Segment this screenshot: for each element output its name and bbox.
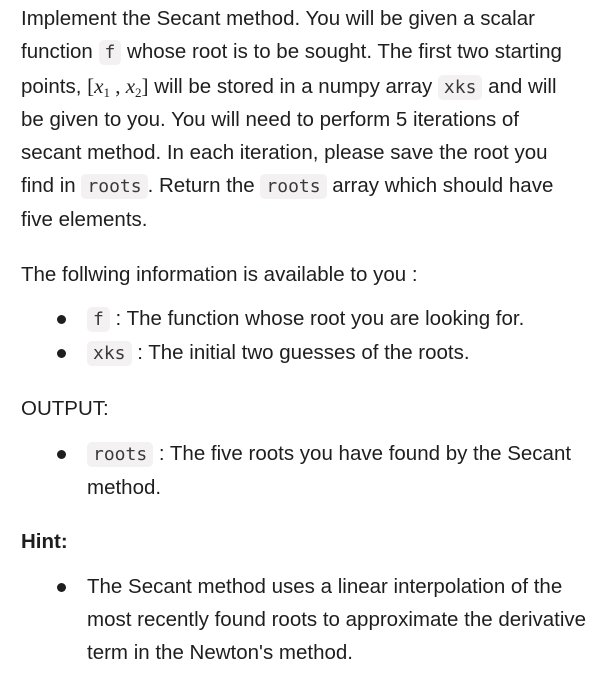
bullet-icon	[57, 583, 66, 592]
list-item	[21, 438, 597, 505]
bullet-icon	[57, 349, 66, 358]
hint-list	[21, 571, 599, 669]
info-list	[21, 303, 599, 371]
math-x2: x	[125, 73, 136, 98]
list-item	[21, 571, 597, 669]
hint-heading: Hint:	[21, 530, 68, 554]
intro-text-6: array which should have five elements.	[21, 173, 554, 231]
code-roots: roots	[81, 174, 147, 199]
code-roots-item: roots	[87, 442, 153, 467]
intro-text-4: and will be given to you. You will need to perform 5 iterations of secant method. In each iteration, please save the root you find in	[21, 74, 557, 197]
output-heading: OUTPUT:	[21, 396, 109, 420]
math-starting-points: [$x_1$ , $x_2$]	[87, 73, 149, 100]
code-xks: xks	[438, 75, 483, 100]
math-sub-2: 2	[135, 84, 142, 100]
output-list	[21, 438, 599, 505]
list-item-text: : The initial two guesses of the roots.	[137, 341, 470, 365]
math-sub-1: 1	[103, 84, 110, 100]
intro-text-1: Implement the Secant method. You will be given a scalar function	[21, 7, 535, 63]
code-f: f	[99, 40, 122, 65]
list-item-text: : The function whose root you are looking for.	[115, 307, 525, 331]
list-item-text: : The five roots you have found by the Secant method.	[87, 441, 572, 499]
intro-text-3: will be stored in a numpy array	[148, 74, 438, 98]
bullet-icon	[57, 450, 66, 459]
code-f-item: f	[87, 307, 110, 332]
list-item	[21, 303, 599, 337]
intro-text-5: . Return the	[147, 173, 261, 197]
intro-text-2: whose root is to be sought. The first two starting points,	[21, 39, 562, 98]
intro-paragraph	[21, 3, 581, 237]
code-xks-item: xks	[87, 341, 132, 366]
info-heading: The follwing information is available to you :	[21, 262, 418, 286]
bullet-icon	[57, 315, 66, 324]
hint-text: The Secant method uses a linear interpolation of the most recently found roots to approximate the derivative term in the Newton's method.	[87, 575, 587, 664]
list-item	[21, 337, 599, 371]
code-roots-2: roots	[260, 174, 326, 199]
math-x1: x	[94, 73, 104, 98]
